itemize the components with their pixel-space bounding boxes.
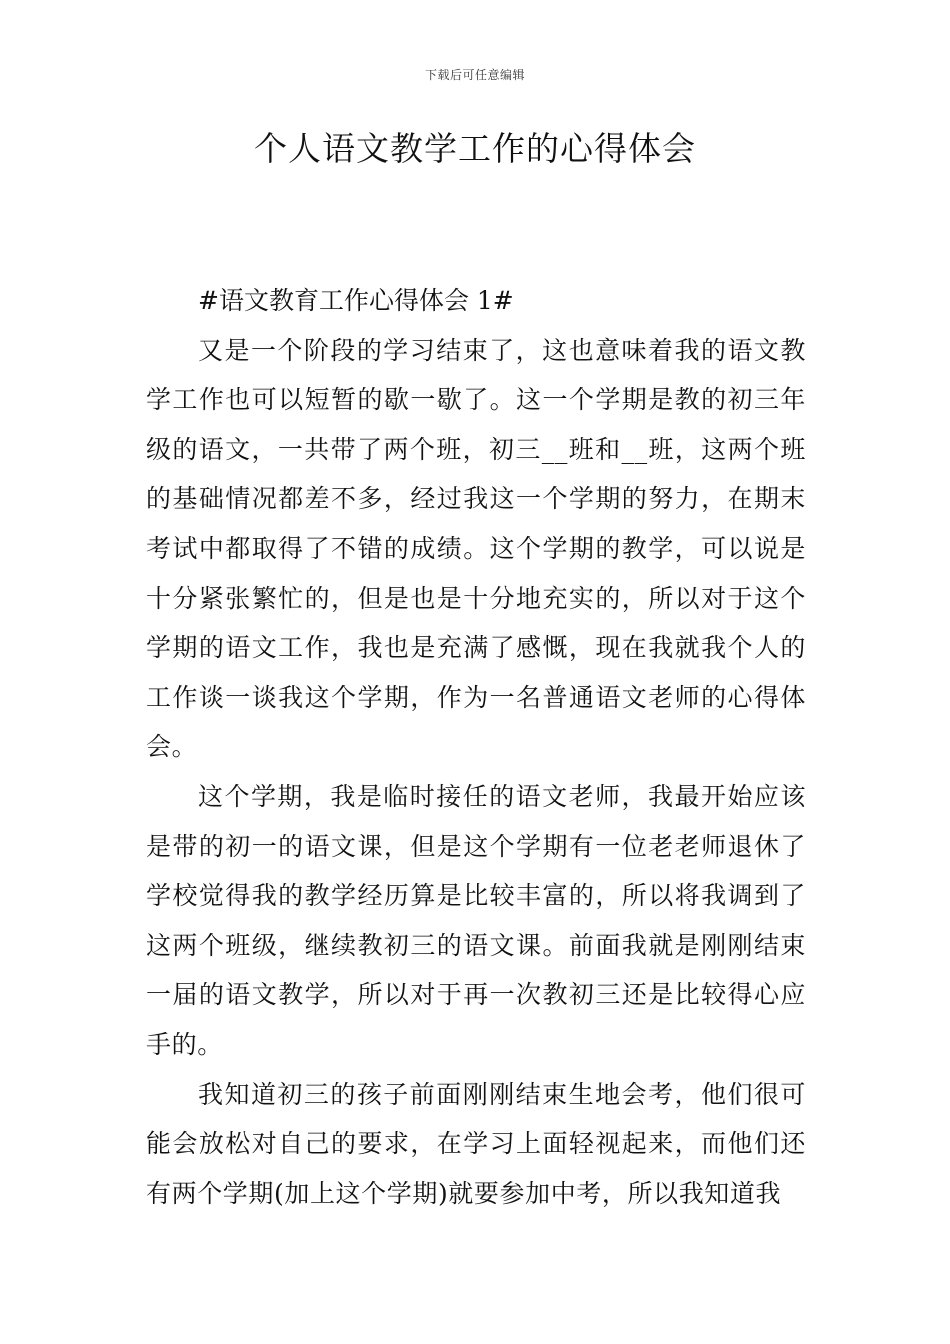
paragraph-2: 这个学期，我是临时接任的语文老师，我最开始应该是带的初一的语文课，但是这个学期有一位老老师退休了学校觉得我的教学经历算是比较丰富的，所以将我调到了这两个班级，继续教初三的语文课。前面我就是刚刚结束一届的语文教学，所以对于再一次教初三还是比较得心应手的。: [146, 781, 806, 1059]
header-note: 下载后可任意编辑: [424, 68, 525, 82]
document-title: 个人语文教学工作的心得体会: [254, 129, 696, 168]
section-heading: #语文教育工作心得体会 1#: [198, 286, 514, 315]
paragraph-1: 又是一个阶段的学习结束了，这也意味着我的语文教学工作也可以短暂的歇一歇了。这一个学期是教的初三年级的语文，一共带了两个班，初三__班和__班，这两个班的基础情况都差不多，经过我这一个学期的努力，在期末考试中都取得了不错的成绩。这个学期的教学，可以说是十分紧张繁忙的，但是也是十分地充实的，所以对于这个学期的语文工作，我也是充满了感慨，现在我就我个人的工作谈一谈我这个学期，作为一名普通语文老师的心得体会。: [146, 335, 806, 762]
document-body: [146, 276, 806, 1218]
paragraph-3: 我知道初三的孩子前面刚刚结束生地会考，他们很可能会放松对自己的要求，在学习上面轻视起来，而他们还有两个学期(加上这个学期)就要参加中考，所以我知道我: [146, 1079, 806, 1208]
